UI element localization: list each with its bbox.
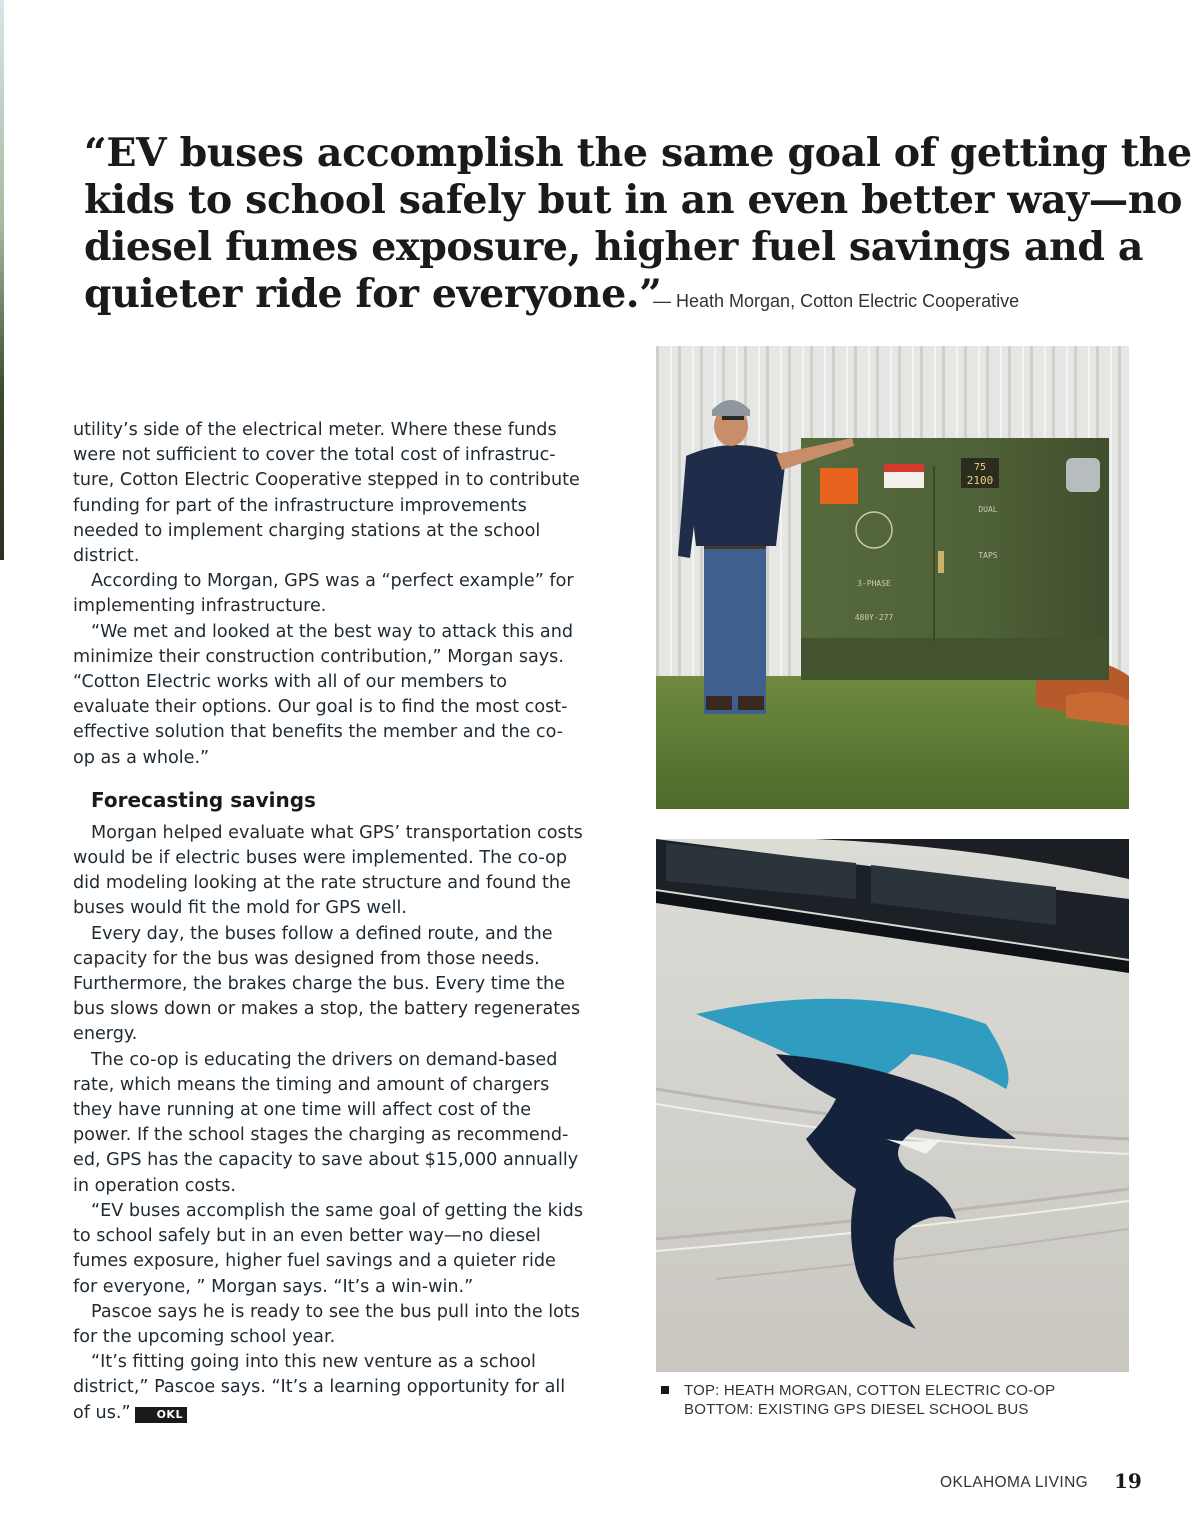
article-paragraph-text: “It’s fitting going into this new venture as a school district,” Pascoe says. “It’s a learning opportunity for all of us.” [73, 1352, 566, 1423]
box-dual-label: DUAL [978, 505, 998, 514]
photo-heath-morgan-image [656, 346, 1129, 809]
pull-quote-line: quieter ride for everyone.” [84, 271, 662, 317]
box-voltage-code: 2100 [966, 474, 994, 487]
article-paragraph: Pascoe says he is ready to see the bus pull into the lots for the upcoming school year. [73, 1301, 580, 1347]
box-taps-label: TAPS [978, 551, 998, 560]
section-subhead: Forecasting savings [91, 787, 316, 812]
photo-gps-school-bus-image [656, 839, 1129, 1372]
photo-gps-school-bus [656, 839, 1129, 1372]
pull-quote-attribution: — Heath Morgan, Cotton Electric Cooperative [653, 291, 1020, 311]
pull-quote-line: diesel fumes exposure, higher fuel savings and a [84, 224, 1144, 270]
article-body [73, 418, 585, 1426]
pull-quote [84, 130, 1192, 318]
pull-quote-line: kids to school safely but in an even better way—no [84, 177, 1183, 223]
box-phase-label: 3-PHASE [857, 579, 891, 588]
okl-end-badge: OKL [135, 1407, 187, 1423]
article-paragraph: According to Morgan, GPS was a “perfect example” for implementing infrastructure. [73, 571, 574, 617]
footer-magazine-name: OKLAHOMA LIVING [940, 1474, 1089, 1491]
footer-page-number: 19 [1114, 1469, 1142, 1493]
article-paragraph: Morgan helped evaluate what GPS’ transportation costs would be if electric buses were implemented. The co-op did modeling looking at the rate structure and found the buses would fit the mold for GPS well. [73, 822, 583, 919]
photo-caption [661, 1381, 1121, 1419]
previous-page-edge [0, 0, 4, 560]
article-paragraph: “We met and looked at the best way to attack this and minimize their construction contribution,” Morgan says. “Cotton Electric works with all of our members to evaluate their options. Our goal is to find the most cost-effective solution that benefits the member and the co-op as a whole.” [73, 621, 574, 768]
box-volts-label: 480Y-277 [854, 613, 894, 622]
article-paragraph: The co-op is educating the drivers on demand-based rate, which means the timing and amount of chargers they have running at one time will affect cost of the power. If the school stages the charging as recommended, GPS has the capacity to save about $15,000 annually in operation costs. [73, 1049, 579, 1196]
article-paragraph-last [73, 1350, 585, 1426]
photo-heath-morgan [656, 346, 1129, 809]
caption-bullet-icon [661, 1386, 669, 1394]
caption-line-top: TOP: HEATH MORGAN, COTTON ELECTRIC CO-OP [684, 1382, 1056, 1399]
box-number: 75 [973, 462, 987, 473]
article-paragraph: “EV buses accomplish the same goal of getting the kids to school safely but in an even better way—no diesel fumes exposure, higher fuel savings and a quieter ride for everyone, ” Morgan says. “It’s a win-win.” [73, 1200, 583, 1297]
article-paragraph: utility’s side of the electrical meter. Where these funds were not sufficient to cover the total cost of infrastructure, Cotton Electric Cooperative stepped in to contribute funding for part of the infrastructure improvements needed to implement charging stations at the school district. [73, 420, 580, 567]
caption-line-bottom: BOTTOM: EXISTING GPS DIESEL SCHOOL BUS [684, 1401, 1029, 1418]
pull-quote-line: “EV buses accomplish the same goal of getting the [84, 130, 1192, 176]
article-paragraph: Every day, the buses follow a defined route, and the capacity for the bus was designed from those needs. Furthermore, the brakes charge the bus. Every time the bus slows down or makes a stop, the battery regenerates energy. [73, 923, 581, 1045]
